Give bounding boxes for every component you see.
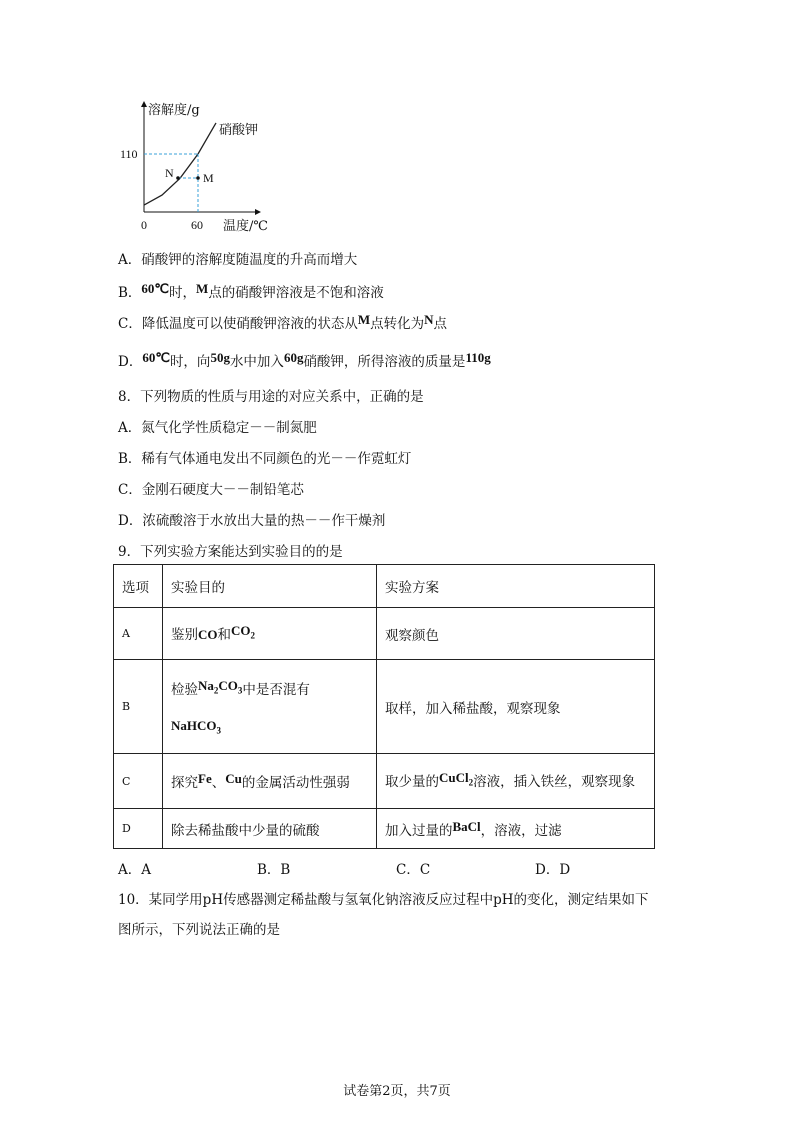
- q7-option-d: D．60℃时，向50g水中加入60g硝酸钾，所得溶液的质量是110g: [118, 350, 491, 370]
- q9-option-d: D．D: [535, 862, 571, 878]
- table-header-row: [114, 565, 655, 608]
- curve-label: 硝酸钾: [219, 123, 259, 138]
- solubility-chart: [118, 96, 278, 236]
- q8-option-c: C．金刚石硬度大－－制铅笔芯: [118, 482, 304, 498]
- row-c-goal: 探究Fe、Cu的金属活动性强弱: [163, 754, 377, 809]
- y-tick-110: 110: [120, 147, 138, 161]
- header-plan: 实验方案: [377, 565, 655, 608]
- row-a-plan: 观察颜色: [377, 608, 655, 660]
- header-option: 选项: [114, 565, 163, 608]
- q10-stem-line2: 图所示，下列说法正确的是: [118, 922, 280, 938]
- row-c-option: C: [114, 754, 163, 809]
- row-b-option: B: [114, 660, 163, 754]
- q8-option-a: A．氮气化学性质稳定－－制氮肥: [118, 420, 317, 436]
- q9-option-c: C．C: [396, 862, 431, 878]
- q7-option-b: B．60℃时，M点的硝酸钾溶液是不饱和溶液: [118, 281, 384, 301]
- q9-table: [113, 564, 655, 849]
- table-row: [114, 660, 655, 754]
- q8-option-b: B．稀有气体通电发出不同颜色的光－－作霓虹灯: [118, 451, 412, 467]
- row-d-plan: 加入过量的BaCl，溶液，过滤: [377, 809, 655, 849]
- q7-option-a: A．硝酸钾的溶解度随温度的升高而增大: [118, 252, 358, 268]
- header-goal: 实验目的: [163, 565, 377, 608]
- q8-option-d: D．浓硫酸溶于水放出大量的热－－作干燥剂: [118, 513, 386, 529]
- q10-stem-line1: 10．某同学用pH传感器测定稀盐酸与氢氧化钠溶液反应过程中pH的变化，测定结果如下: [118, 892, 649, 908]
- origin-label: 0: [141, 218, 147, 232]
- q9-option-b: B．B: [257, 862, 291, 878]
- row-d-goal: 除去稀盐酸中少量的硫酸: [163, 809, 377, 849]
- row-a-option: A: [114, 608, 163, 660]
- table-row: [114, 754, 655, 809]
- x-axis-label: 温度/℃: [223, 219, 268, 234]
- point-n: [176, 176, 180, 180]
- point-n-label: N: [165, 166, 174, 180]
- table-row: [114, 608, 655, 660]
- y-axis-label: 溶解度/g: [148, 103, 200, 118]
- row-b-goal: 检验$Na_2CO_3$中是否混有 NaHCO$_3$: [163, 660, 377, 754]
- q9-option-a: A．A: [118, 862, 151, 878]
- row-c-plan: 取少量的CuCl$_2$溶液，插入铁丝，观察现象: [377, 754, 655, 809]
- row-a-goal: 鉴别CO和$CO_2$: [163, 608, 377, 660]
- row-b-plan: 取样，加入稀盐酸，观察现象: [377, 660, 655, 754]
- table-row: [114, 809, 655, 849]
- row-d-option: D: [114, 809, 163, 849]
- point-m: [196, 176, 200, 180]
- page-footer: 试卷第2页，共7页: [343, 1084, 451, 1099]
- q9-stem: 9．下列实验方案能达到实验目的的是: [118, 544, 343, 560]
- point-m-label: M: [203, 171, 214, 185]
- potassium-nitrate-curve: [144, 123, 216, 205]
- x-tick-60: 60: [191, 218, 203, 232]
- q8-stem: 8．下列物质的性质与用途的对应关系中，正确的是: [118, 389, 424, 405]
- q7-option-c: C．降低温度可以使硝酸钾溶液的状态从M点转化为N点: [118, 312, 448, 332]
